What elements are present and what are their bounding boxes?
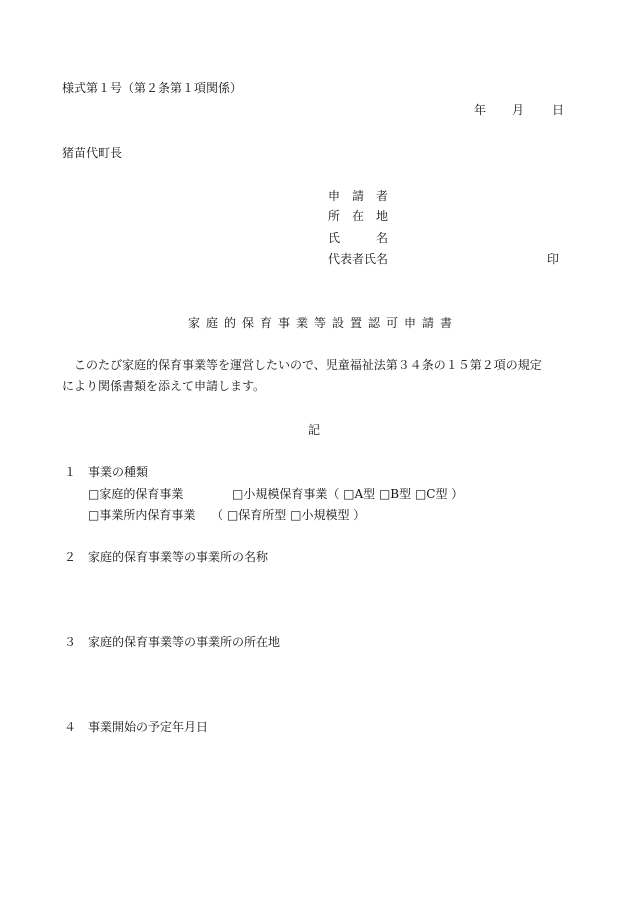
body-line-2: により関係書類を添えて申請します。 [62,379,266,393]
date-day: 日 [552,103,565,117]
date-month: 月 [512,103,525,117]
body-line-1: このたび家庭的保育事業等を運営したいので、児童福祉法第３４条の１５第２項の規定 [62,358,542,372]
applicant-label: 申 請 者 [328,189,389,203]
document-title: 家庭的保育事業等設置認可申請書 [188,316,459,330]
section-4-heading: ４ 事業開始の予定年月日 [64,720,209,734]
section-2-heading: ２ 家庭的保育事業等の事業所の名称 [64,550,269,564]
date-year: 年 [474,103,487,117]
representative-label: 代表者氏名 [328,252,389,266]
ki-heading: 記 [308,423,321,437]
option-workplace: □事業所内保育事業 （ □保育所型 □小規模型 ） [88,508,366,522]
form-number: 様式第１号（第２条第１項関係） [62,81,243,95]
section-1-heading: １ 事業の種類 [64,465,149,479]
option-small-scale: □小規模保育事業（ □A型 □B型 □C型 ） [232,487,464,501]
section-3-heading: ３ 家庭的保育事業等の事業所の所在地 [64,635,281,649]
addressee: 猪苗代町長 [62,146,123,160]
option-family-care: □家庭的保育事業 [88,487,184,501]
seal-mark: 印 [547,252,560,266]
name-label: 氏 名 [328,231,389,245]
address-label: 所 在 地 [328,209,389,223]
